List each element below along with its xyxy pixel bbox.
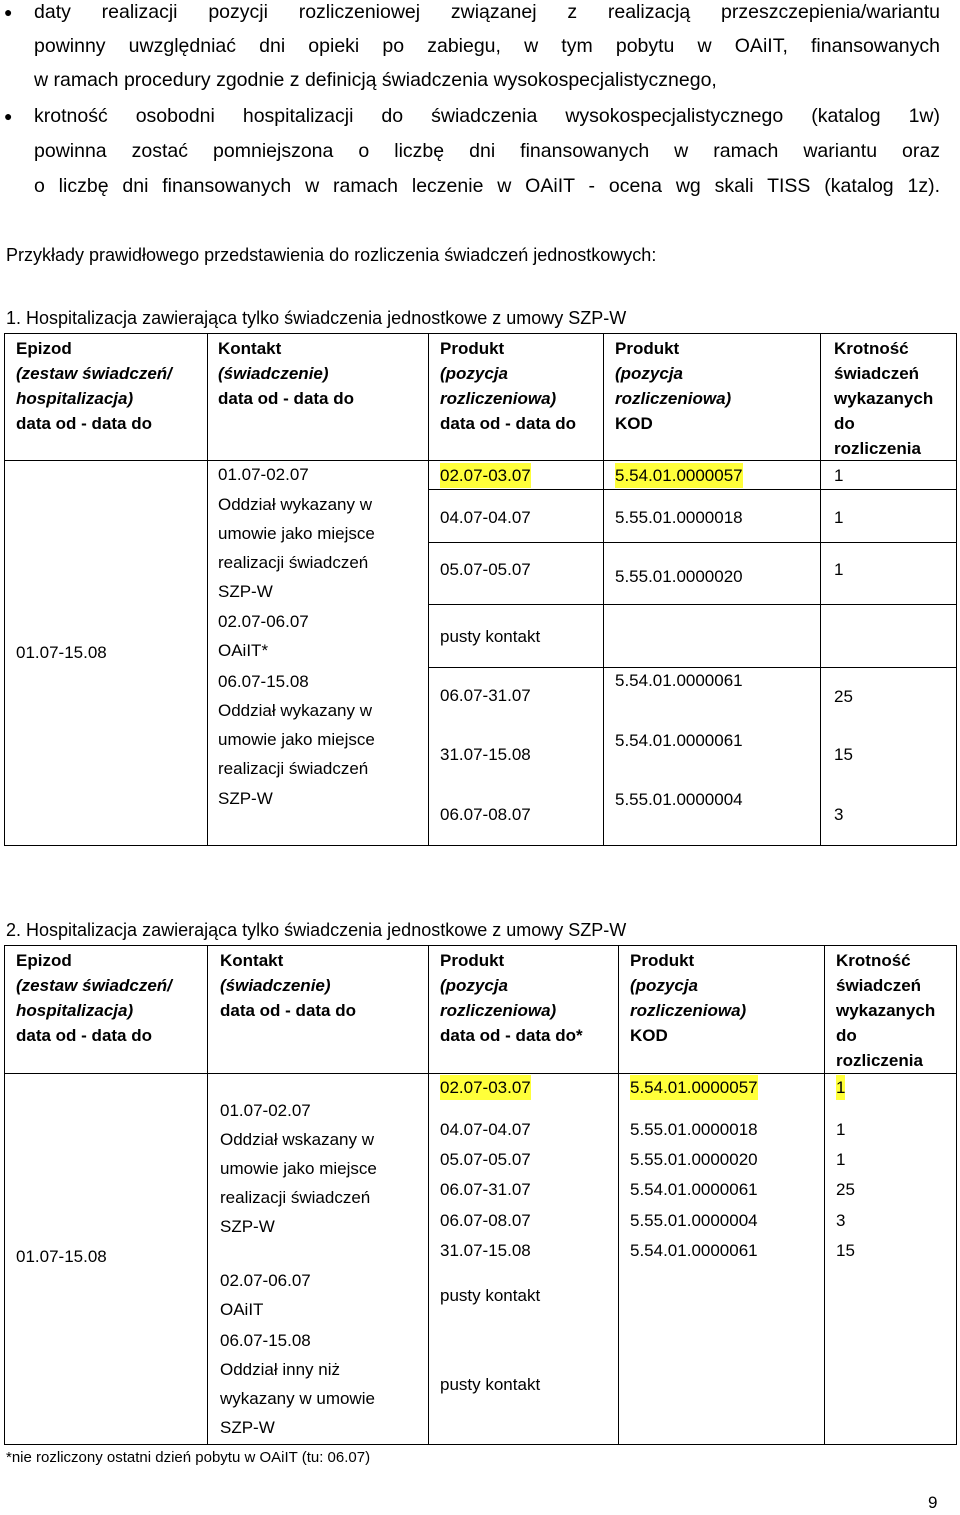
quantity-cell: 15 (834, 745, 853, 764)
product-date-cell: 06.07-08.07 (440, 805, 531, 824)
product-date-cell: 04.07-04.07 (440, 508, 531, 527)
header-product-code: Produkt (615, 339, 680, 358)
header-product-date: Produkt (440, 339, 505, 358)
bullet-marker: ● (4, 108, 13, 124)
contact-desc: OAiIT (220, 1300, 264, 1319)
header-multiplicity: rozliczenia (834, 439, 921, 458)
header-episode-dates: data od - data do (16, 1026, 152, 1045)
contact-desc: SZP-W (220, 1418, 275, 1437)
product-date-cell: 31.07-15.08 (440, 745, 531, 764)
header-product-date: Produkt (440, 951, 505, 970)
product-code-cell: 5.55.01.0000004 (615, 790, 743, 809)
product-date-cell: 02.07-03.07 (440, 463, 531, 488)
contact-dates: 06.07-15.08 (220, 1331, 311, 1350)
product-date-cell: 31.07-15.08 (440, 1241, 531, 1260)
episode-dates: 01.07-15.08 (16, 643, 107, 662)
product-date-cell: pusty kontakt (440, 1375, 541, 1394)
contact-dates: 06.07-15.08 (218, 672, 309, 691)
header-contact-dates: data od - data do (218, 389, 354, 408)
header-multiplicity: świadczeń (836, 976, 922, 995)
contact-dates: 01.07-02.07 (218, 465, 309, 484)
product-date-cell: 05.07-05.07 (440, 560, 531, 579)
header-contact: Kontakt (220, 951, 284, 970)
header-episode-sub: (zestaw świadczeń/ (16, 364, 172, 383)
bullet-2-line-3: o liczbę dni finansowanych w ramach leczenie w OAiIT - ocena wg skali TISS (katalog 1z). (34, 175, 940, 197)
header-product-date-sub: rozliczeniowa) (440, 1001, 557, 1020)
contact-desc: Oddział inny niż (220, 1360, 341, 1379)
product-code-cell: 5.55.01.0000018 (630, 1120, 758, 1139)
product-date-cell: 06.07-31.07 (440, 686, 531, 705)
header-product-code-kod: KOD (615, 414, 653, 433)
product-code-cell: 5.55.01.0000018 (615, 508, 743, 527)
header-product-date-sub: rozliczeniowa) (440, 389, 557, 408)
header-multiplicity: wykazanych (836, 1001, 936, 1020)
bullet-marker: ● (4, 4, 13, 20)
product-code-cell: 5.54.01.0000057 (630, 1075, 758, 1100)
header-product-code-sub: rozliczeniowa) (630, 1001, 747, 1020)
product-code-cell: 5.55.01.0000020 (615, 567, 743, 586)
product-date-cell: 06.07-08.07 (440, 1211, 531, 1230)
product-code-cell: 5.54.01.0000057 (615, 463, 743, 488)
quantity-cell: 1 (836, 1150, 846, 1169)
quantity-cell: 1 (834, 508, 844, 527)
contact-desc: Oddział wykazany w (218, 495, 373, 514)
contact-desc: wykazany w umowie (220, 1389, 375, 1408)
product-date-cell: 04.07-04.07 (440, 1120, 531, 1139)
contact-desc: umowie jako miejsce (218, 730, 375, 749)
header-contact-sub: (świadczenie) (220, 976, 331, 995)
example-2-title: 2. Hospitalizacja zawierająca tylko świadczenia jednostkowe z umowy SZP-W (6, 920, 627, 940)
product-code-cell: 5.54.01.0000061 (630, 1180, 758, 1199)
header-episode-sub: (zestaw świadczeń/ (16, 976, 172, 995)
contact-desc: realizacji świadczeń (218, 759, 369, 778)
quantity-cell: 1 (836, 1120, 846, 1139)
contact-desc: SZP-W (218, 582, 273, 601)
footnote: *nie rozliczony ostatni dzień pobytu w OAiIT (tu: 06.07) (6, 1449, 371, 1466)
header-episode: Epizod (16, 951, 72, 970)
contact-desc: Oddział wskazany w (220, 1130, 375, 1149)
header-product-code-sub: rozliczeniowa) (615, 389, 732, 408)
header-episode-sub: hospitalizacja) (16, 389, 134, 408)
product-date-cell: pusty kontakt (440, 627, 541, 646)
contact-desc: realizacji świadczeń (218, 553, 369, 572)
header-multiplicity: rozliczenia (836, 1051, 923, 1070)
header-product-code: Produkt (630, 951, 695, 970)
page-number: 9 (928, 1493, 938, 1512)
header-multiplicity: do (834, 414, 855, 433)
quantity-cell: 25 (834, 687, 853, 706)
contact-desc: umowie jako miejsce (220, 1159, 377, 1178)
examples-heading: Przykłady prawidłowego przedstawienia do rozliczenia świadczeń jednostkowych: (6, 245, 657, 265)
header-contact-dates: data od - data do (220, 1001, 356, 1020)
episode-dates: 01.07-15.08 (16, 1247, 107, 1266)
product-date-cell: 05.07-05.07 (440, 1150, 531, 1169)
header-product-date-sub: (pozycja (440, 364, 509, 383)
product-code-cell: 5.54.01.0000061 (630, 1241, 758, 1260)
bullet-2-line-1: krotność osobodni hospitalizacji do świadczenia wysokospecjalistycznego (katalog 1w) (34, 105, 940, 127)
product-code-cell: 5.54.01.0000061 (615, 671, 743, 690)
bullet-1-line-1: daty realizacji pozycji rozliczeniowej związanej z realizacją przeszczepienia/wariantu (34, 1, 940, 23)
header-multiplicity: wykazanych (834, 389, 934, 408)
quantity-cell: 1 (834, 466, 844, 485)
quantity-cell: 25 (836, 1180, 855, 1199)
header-contact: Kontakt (218, 339, 282, 358)
header-multiplicity: Krotność (836, 951, 911, 970)
bullet-1-line-3: w ramach procedury zgodnie z definicją świadczenia wysokospecjalistycznego, (34, 69, 717, 91)
header-product-code-kod: KOD (630, 1026, 668, 1045)
contact-dates: 02.07-06.07 (218, 612, 309, 631)
contact-dates: 02.07-06.07 (220, 1271, 311, 1290)
header-episode-sub: hospitalizacja) (16, 1001, 134, 1020)
contact-desc: SZP-W (218, 789, 273, 808)
header-product-code-sub: (pozycja (630, 976, 699, 995)
bullet-2-line-2: powinna zostać pomniejszona o liczbę dni finansowanych w ramach wariantu oraz (34, 140, 940, 162)
quantity-cell: 3 (834, 805, 844, 824)
contact-desc: SZP-W (220, 1217, 275, 1236)
quantity-cell: 1 (836, 1075, 845, 1100)
bullet-1-line-2: powinny uwzględniać dni opieki po zabiegu, w tym pobytu w OAiIT, finansowanych (34, 35, 940, 57)
quantity-cell: 15 (836, 1241, 855, 1260)
header-episode: Epizod (16, 339, 72, 358)
header-contact-sub: (świadczenie) (218, 364, 329, 383)
product-date-cell: 02.07-03.07 (440, 1075, 531, 1100)
header-multiplicity: Krotność (834, 339, 909, 358)
contact-dates: 01.07-02.07 (220, 1101, 311, 1120)
quantity-cell: 1 (834, 560, 844, 579)
header-multiplicity: do (836, 1026, 857, 1045)
contact-desc: OAiIT* (218, 641, 269, 660)
contact-desc: Oddział wykazany w (218, 701, 373, 720)
example-1-title: 1. Hospitalizacja zawierająca tylko świadczenia jednostkowe z umowy SZP-W (6, 308, 627, 328)
contact-desc: umowie jako miejsce (218, 524, 375, 543)
contact-desc: realizacji świadczeń (220, 1188, 371, 1207)
header-product-date-range: data od - data do* (440, 1026, 583, 1045)
header-product-code-sub: (pozycja (615, 364, 684, 383)
quantity-cell: 3 (836, 1211, 846, 1230)
header-episode-dates: data od - data do (16, 414, 152, 433)
product-code-cell: 5.55.01.0000004 (630, 1211, 758, 1230)
product-code-cell: 5.55.01.0000020 (630, 1150, 758, 1169)
header-product-date-sub: (pozycja (440, 976, 509, 995)
product-code-cell: 5.54.01.0000061 (615, 731, 743, 750)
product-date-cell: pusty kontakt (440, 1286, 541, 1305)
header-product-date-range: data od - data do (440, 414, 576, 433)
header-multiplicity: świadczeń (834, 364, 920, 383)
product-date-cell: 06.07-31.07 (440, 1180, 531, 1199)
